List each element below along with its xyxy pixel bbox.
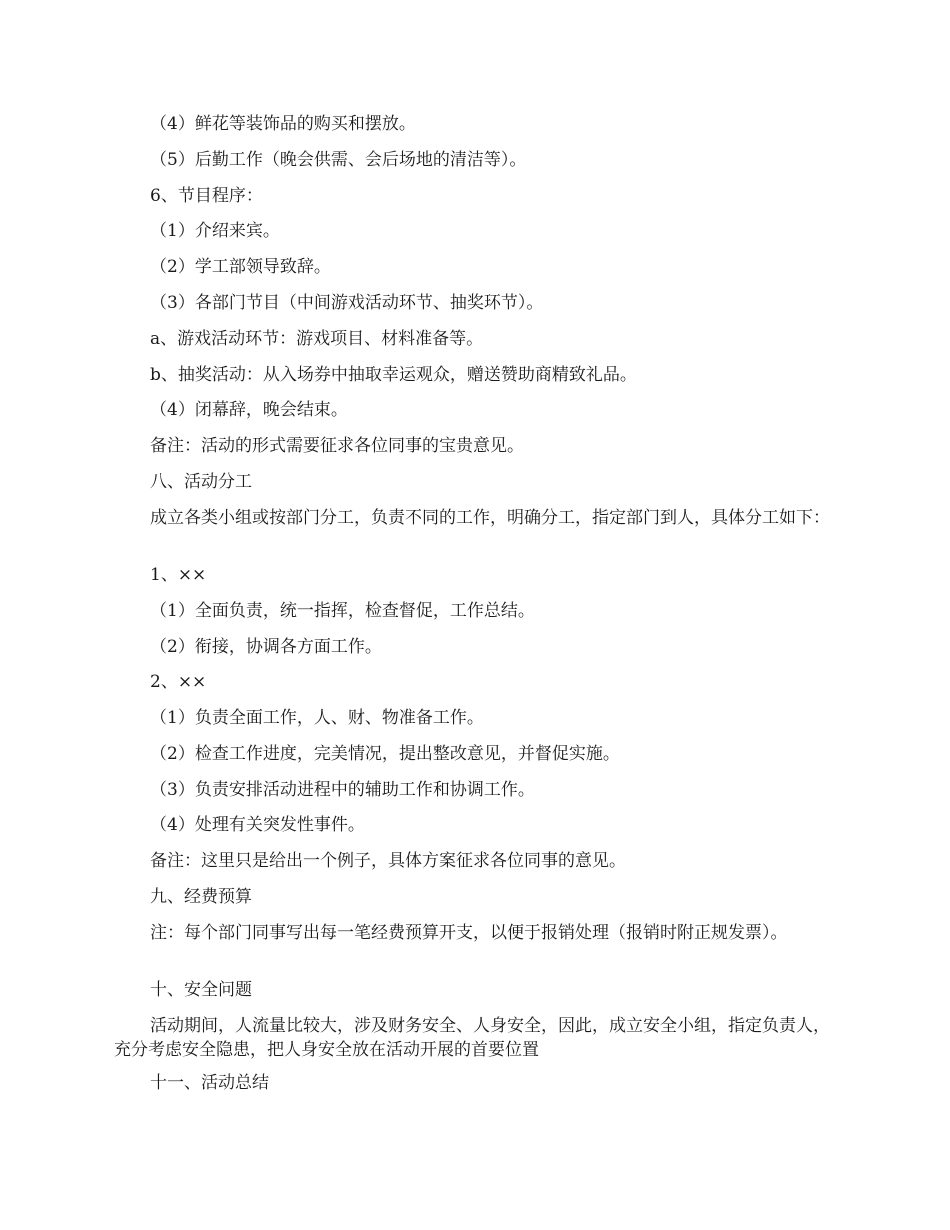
text-line: 备注：活动的形式需要征求各位同事的宝贵意见。 (150, 436, 524, 456)
text-line: 1、×× (150, 565, 207, 585)
text-line: 2、×× (150, 672, 207, 692)
text-line: （4）处理有关突发性事件。 (150, 815, 365, 835)
text-line: （3）各部门节目（中间游戏活动环节、抽奖环节）。 (150, 293, 544, 313)
section-heading: 十一、活动总结 (150, 1073, 269, 1093)
text-line: （1）介绍来宾。 (150, 221, 280, 241)
text-line: （4）鲜花等装饰品的购买和摆放。 (150, 114, 416, 134)
paragraph: 活动期间，人流量比较大，涉及财务安全、人身安全，因此，成立安全小组，指定负责人，充分考虑安全隐患，把人身安全放在活动开展的首要位置 (114, 1016, 830, 1060)
section-heading: 九、经费预算 (150, 887, 252, 907)
text-line: （2）学工部领导致辞。 (150, 257, 331, 277)
text-line: a、游戏活动环节：游戏项目、材料准备等。 (150, 329, 484, 349)
text-line: （1）全面负责，统一指挥，检查督促，工作总结。 (150, 601, 535, 621)
paragraph: 注：每个部门同事写出每一笔经费预算开支，以便于报销处理（报销时附正规发票）。 (150, 923, 788, 943)
text-line: （4）闭幕辞，晚会结束。 (150, 400, 348, 420)
text-line: 备注：这里只是给出一个例子，具体方案征求各位同事的意见。 (150, 851, 626, 871)
text-line: （5）后勤工作（晚会供需、会后场地的清洁等）。 (150, 150, 527, 170)
section-heading: 八、活动分工 (150, 472, 252, 492)
section-heading: 十、安全问题 (150, 980, 252, 1000)
text-line: 6、节目程序： (150, 186, 263, 206)
text-line: （1）负责全面工作，人、财、物准备工作。 (150, 708, 484, 728)
text-line: （2）衔接，协调各方面工作。 (150, 637, 382, 657)
text-line: b、抽奖活动：从入场券中抽取幸运观众，赠送赞助商精致礼品。 (150, 365, 637, 385)
text-line: （2）检查工作进度，完美情况，提出整改意见，并督促实施。 (150, 744, 620, 764)
paragraph: 成立各类小组或按部门分工，负责不同的工作，明确分工，指定部门到人，具体分工如下： (150, 508, 830, 528)
text-line: （3）负责安排活动进程中的辅助工作和协调工作。 (150, 780, 535, 800)
